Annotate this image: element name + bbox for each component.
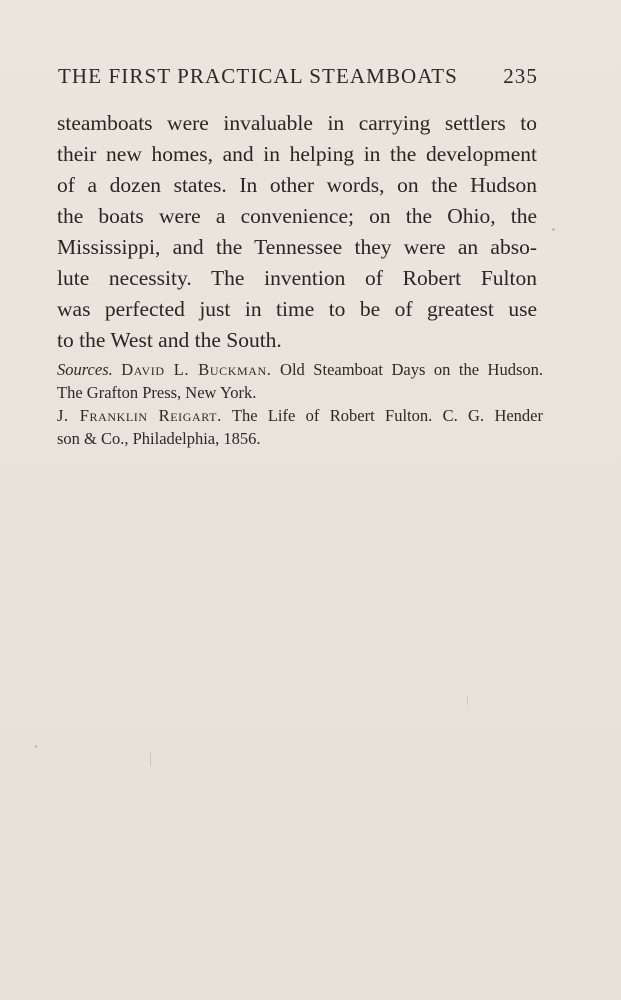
- paper-mark: [150, 752, 151, 766]
- paper-speck: [35, 745, 37, 748]
- paragraph-line: the boats were a convenience; on the Ohio, the: [57, 204, 537, 228]
- source-entry-1-line-1: [57, 358, 543, 381]
- source-entry-2-line-1: [57, 404, 543, 427]
- running-head-title: THE FIRST PRACTICAL STEAMBOATS: [58, 64, 458, 88]
- paper-speck: [552, 228, 555, 231]
- page-number: 235: [503, 64, 538, 88]
- sources-section: [57, 358, 543, 450]
- paragraph-line: lute necessity. The invention of Robert Fulton: [57, 266, 537, 290]
- paragraph-line: of a dozen states. In other words, on the Hudson: [57, 173, 537, 197]
- paragraph-line: their new homes, and in helping in the development: [57, 142, 537, 166]
- source-1-title: Old Steamboat Days on the Hudson.: [280, 360, 544, 379]
- running-head: [58, 64, 538, 98]
- sources-label: Sources.: [57, 360, 113, 379]
- paragraph-line: to the West and the South.: [57, 328, 282, 352]
- source-1-author: David L. Buckman.: [121, 360, 272, 379]
- paper-mark: [467, 697, 468, 705]
- paragraph-line: was perfected just in time to be of greatest use: [57, 297, 537, 321]
- source-entry-1-line-2: The Grafton Press, New York.: [57, 383, 257, 402]
- source-2-title: The Life of Robert Fulton. C. G. Hender: [231, 406, 543, 425]
- source-2-author: J. Franklin Reigart.: [57, 406, 222, 425]
- paragraph-line: steamboats were invaluable in carrying settlers to: [57, 111, 537, 135]
- body-paragraph: [57, 108, 537, 356]
- paragraph-line: Mississippi, and the Tennessee they were an abso-: [57, 235, 537, 259]
- source-entry-2-line-2: son & Co., Philadelphia, 1856.: [57, 429, 261, 448]
